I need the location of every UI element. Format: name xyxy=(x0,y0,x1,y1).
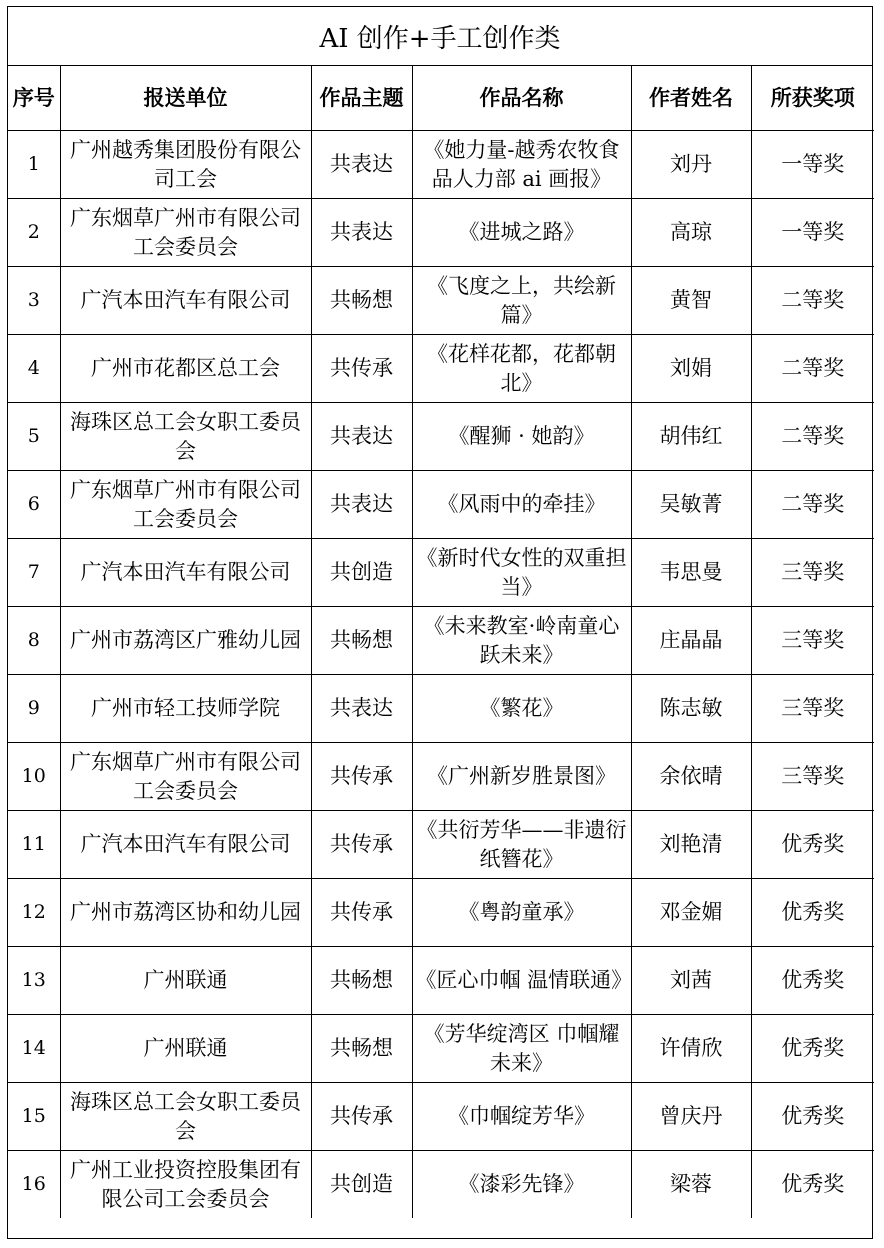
cell-name: 《繁花》 xyxy=(412,675,631,743)
cell-seq: 5 xyxy=(8,403,60,471)
cell-seq: 7 xyxy=(8,539,60,607)
cell-author: 刘娟 xyxy=(631,335,751,403)
cell-unit: 广州工业投资控股集团有限公司工会委员会 xyxy=(60,1151,311,1219)
cell-seq: 1 xyxy=(8,131,60,199)
cell-unit: 广州市荔湾区广雅幼儿园 xyxy=(60,607,311,675)
cell-theme: 共创造 xyxy=(311,539,412,607)
cell-award: 优秀奖 xyxy=(751,1083,874,1151)
table-row xyxy=(8,199,874,267)
cell-award: 三等奖 xyxy=(751,743,874,811)
cell-unit: 广汽本田汽车有限公司 xyxy=(60,267,311,335)
cell-theme: 共畅想 xyxy=(311,607,412,675)
cell-seq: 10 xyxy=(8,743,60,811)
cell-award: 优秀奖 xyxy=(751,879,874,947)
cell-author: 韦思曼 xyxy=(631,539,751,607)
cell-author: 曾庆丹 xyxy=(631,1083,751,1151)
award-table xyxy=(8,66,874,1218)
cell-seq: 16 xyxy=(8,1151,60,1219)
cell-seq: 9 xyxy=(8,675,60,743)
table-row xyxy=(8,1015,874,1083)
table-row xyxy=(8,1151,874,1219)
cell-author: 余依晴 xyxy=(631,743,751,811)
cell-seq: 2 xyxy=(8,199,60,267)
header-theme: 作品主题 xyxy=(311,66,412,131)
cell-name: 《巾帼绽芳华》 xyxy=(412,1083,631,1151)
table-row xyxy=(8,947,874,1015)
cell-name: 《未来教室·岭南童心跃未来》 xyxy=(412,607,631,675)
cell-theme: 共传承 xyxy=(311,743,412,811)
table-row xyxy=(8,471,874,539)
cell-unit: 广东烟草广州市有限公司工会委员会 xyxy=(60,199,311,267)
cell-theme: 共表达 xyxy=(311,471,412,539)
cell-unit: 广州市荔湾区协和幼儿园 xyxy=(60,879,311,947)
table-title: AI 创作+手工创作类 xyxy=(8,7,872,66)
table-row xyxy=(8,811,874,879)
cell-award: 优秀奖 xyxy=(751,1015,874,1083)
cell-name: 《粤韵童承》 xyxy=(412,879,631,947)
cell-theme: 共表达 xyxy=(311,675,412,743)
table-row xyxy=(8,743,874,811)
cell-author: 许倩欣 xyxy=(631,1015,751,1083)
header-unit: 报送单位 xyxy=(60,66,311,131)
table-row xyxy=(8,675,874,743)
cell-award: 优秀奖 xyxy=(751,1151,874,1219)
cell-award: 三等奖 xyxy=(751,539,874,607)
header-award: 所获奖项 xyxy=(751,66,874,131)
cell-theme: 共畅想 xyxy=(311,267,412,335)
header-author: 作者姓名 xyxy=(631,66,751,131)
cell-author: 刘艳清 xyxy=(631,811,751,879)
cell-theme: 共传承 xyxy=(311,1083,412,1151)
cell-unit: 广州市花都区总工会 xyxy=(60,335,311,403)
table-row xyxy=(8,267,874,335)
table-row xyxy=(8,879,874,947)
cell-name: 《漆彩先锋》 xyxy=(412,1151,631,1219)
cell-award: 优秀奖 xyxy=(751,947,874,1015)
cell-award: 三等奖 xyxy=(751,607,874,675)
cell-name: 《共衍芳华——非遗衍纸簪花》 xyxy=(412,811,631,879)
header-name: 作品名称 xyxy=(412,66,631,131)
table-row xyxy=(8,335,874,403)
cell-award: 优秀奖 xyxy=(751,811,874,879)
cell-author: 刘丹 xyxy=(631,131,751,199)
cell-author: 吴敏菁 xyxy=(631,471,751,539)
cell-award: 一等奖 xyxy=(751,199,874,267)
cell-award: 二等奖 xyxy=(751,471,874,539)
cell-name: 《匠心巾帼 温情联通》 xyxy=(412,947,631,1015)
cell-name: 《风雨中的牵挂》 xyxy=(412,471,631,539)
cell-theme: 共表达 xyxy=(311,131,412,199)
cell-seq: 15 xyxy=(8,1083,60,1151)
cell-author: 庄晶晶 xyxy=(631,607,751,675)
cell-author: 黄智 xyxy=(631,267,751,335)
cell-seq: 11 xyxy=(8,811,60,879)
table-body xyxy=(8,131,874,1219)
cell-unit: 广东烟草广州市有限公司工会委员会 xyxy=(60,471,311,539)
cell-theme: 共传承 xyxy=(311,811,412,879)
cell-name: 《她力量-越秀农牧食品人力部 ai 画报》 xyxy=(412,131,631,199)
cell-award: 二等奖 xyxy=(751,403,874,471)
cell-unit: 海珠区总工会女职工委员会 xyxy=(60,403,311,471)
cell-theme: 共传承 xyxy=(311,335,412,403)
table-row xyxy=(8,607,874,675)
cell-author: 梁蓉 xyxy=(631,1151,751,1219)
cell-unit: 广州市轻工技师学院 xyxy=(60,675,311,743)
cell-author: 刘茜 xyxy=(631,947,751,1015)
cell-theme: 共表达 xyxy=(311,403,412,471)
cell-unit: 海珠区总工会女职工委员会 xyxy=(60,1083,311,1151)
cell-name: 《花样花都，花都朝北》 xyxy=(412,335,631,403)
cell-seq: 4 xyxy=(8,335,60,403)
cell-seq: 12 xyxy=(8,879,60,947)
table-row xyxy=(8,403,874,471)
cell-name: 《进城之路》 xyxy=(412,199,631,267)
table-row xyxy=(8,539,874,607)
cell-unit: 广州联通 xyxy=(60,947,311,1015)
cell-theme: 共传承 xyxy=(311,879,412,947)
cell-theme: 共表达 xyxy=(311,199,412,267)
cell-unit: 广东烟草广州市有限公司工会委员会 xyxy=(60,743,311,811)
cell-seq: 14 xyxy=(8,1015,60,1083)
header-row xyxy=(8,66,874,131)
cell-award: 二等奖 xyxy=(751,267,874,335)
cell-unit: 广汽本田汽车有限公司 xyxy=(60,539,311,607)
cell-theme: 共畅想 xyxy=(311,1015,412,1083)
cell-seq: 3 xyxy=(8,267,60,335)
cell-award: 一等奖 xyxy=(751,131,874,199)
cell-name: 《飞度之上，共绘新篇》 xyxy=(412,267,631,335)
cell-name: 《广州新岁胜景图》 xyxy=(412,743,631,811)
cell-unit: 广州越秀集团股份有限公司工会 xyxy=(60,131,311,199)
cell-seq: 8 xyxy=(8,607,60,675)
cell-seq: 13 xyxy=(8,947,60,1015)
cell-author: 陈志敏 xyxy=(631,675,751,743)
cell-theme: 共畅想 xyxy=(311,947,412,1015)
table-row xyxy=(8,1083,874,1151)
cell-author: 高琼 xyxy=(631,199,751,267)
cell-seq: 6 xyxy=(8,471,60,539)
cell-author: 邓金媚 xyxy=(631,879,751,947)
cell-name: 《醒狮 · 她韵》 xyxy=(412,403,631,471)
header-seq: 序号 xyxy=(8,66,60,131)
cell-unit: 广州联通 xyxy=(60,1015,311,1083)
cell-name: 《新时代女性的双重担当》 xyxy=(412,539,631,607)
table-row xyxy=(8,131,874,199)
cell-name: 《芳华绽湾区 巾帼耀未来》 xyxy=(412,1015,631,1083)
cell-award: 三等奖 xyxy=(751,675,874,743)
cell-award: 二等奖 xyxy=(751,335,874,403)
cell-author: 胡伟红 xyxy=(631,403,751,471)
award-table-document xyxy=(7,6,873,1239)
cell-theme: 共创造 xyxy=(311,1151,412,1219)
cell-unit: 广汽本田汽车有限公司 xyxy=(60,811,311,879)
